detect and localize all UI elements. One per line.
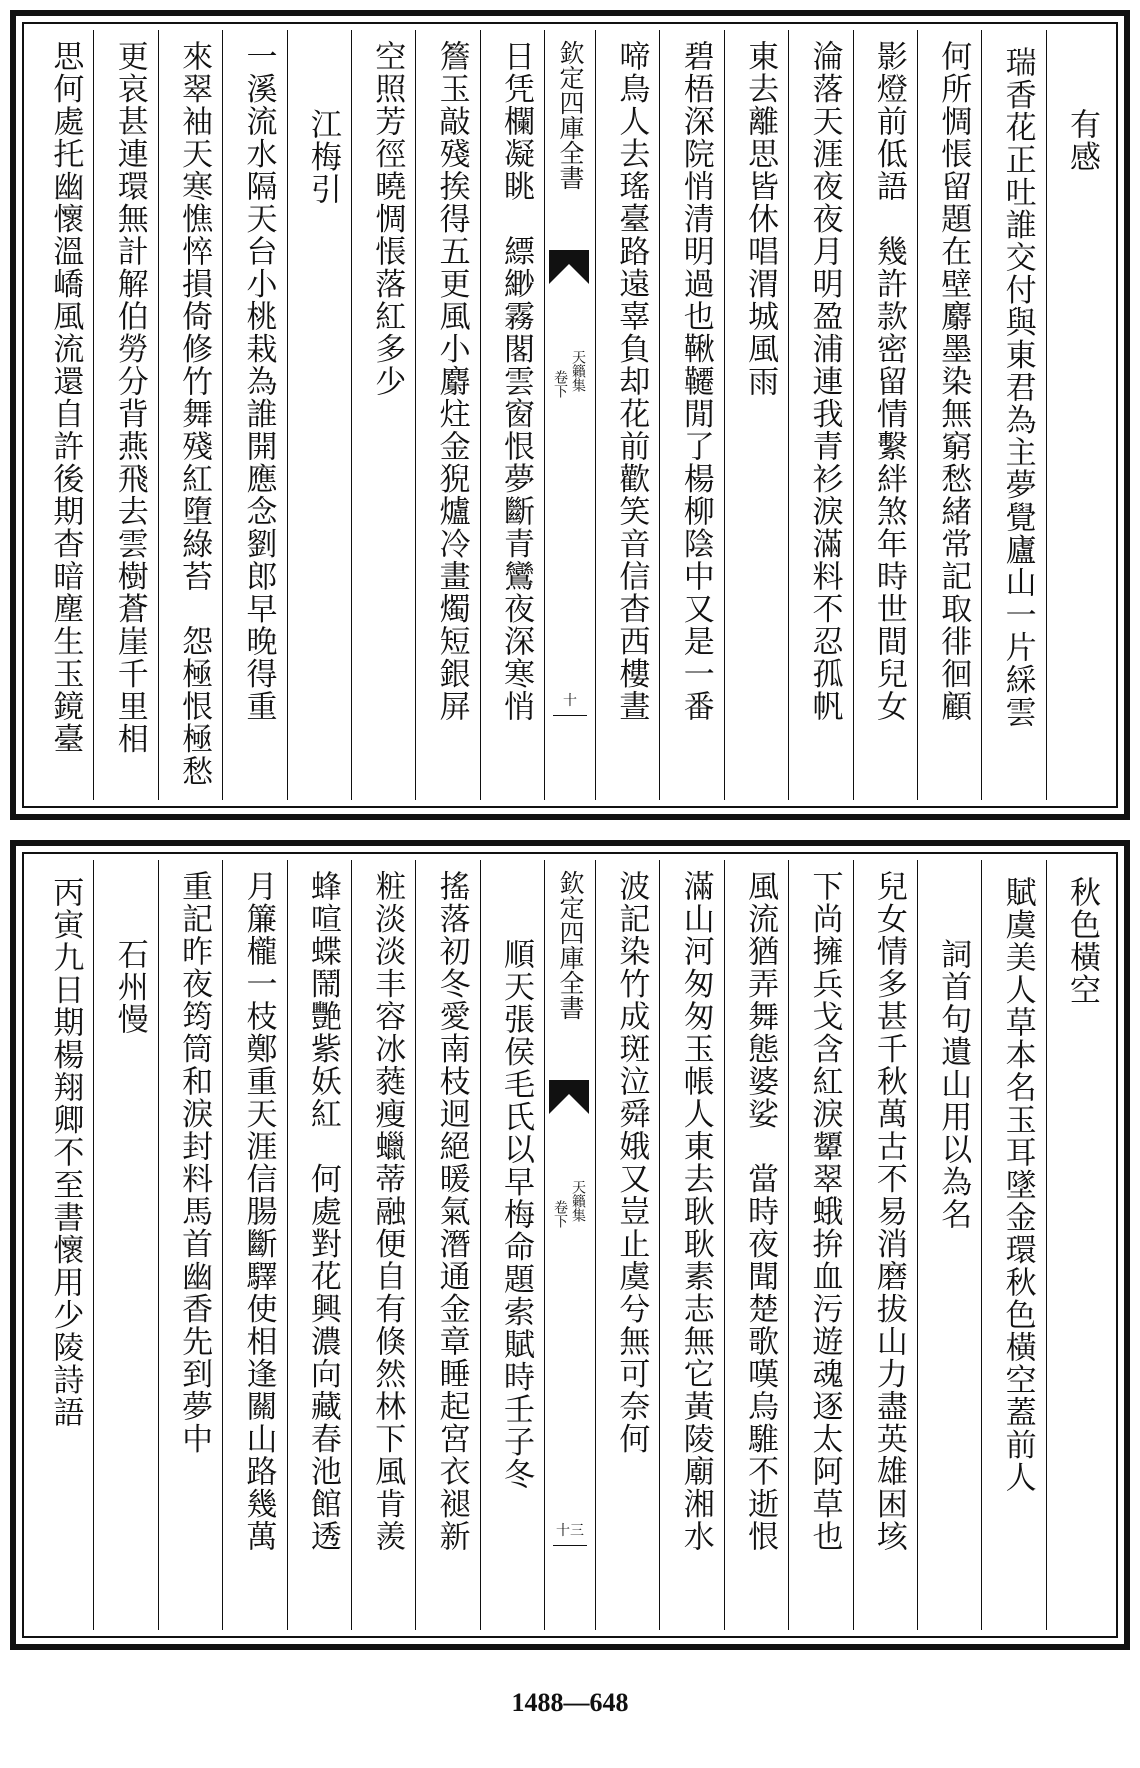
- book-title: 欽定四庫全書: [556, 40, 585, 190]
- column-text: 月簾櫳一枝鄭重天涯信腸斷驛使相逢關山路幾萬: [240, 870, 277, 1553]
- text-column: [415, 860, 479, 1630]
- page-bottom: [10, 840, 1130, 1650]
- text-column: [1046, 860, 1110, 1630]
- column-text: 啼鳥人去瑤臺路遠辜負却花前歡笑音信杳西樓晝: [613, 40, 650, 723]
- text-column: [917, 860, 981, 1630]
- leaf-number: 十三: [556, 1523, 584, 1539]
- column-text: 日凭欄凝眺 縹緲霧閣雲窗恨夢斷青鸞夜深寒悄: [498, 40, 534, 723]
- column-text: 空照芳徑曉惆悵落紅多少: [369, 40, 406, 398]
- text-column: [981, 30, 1045, 800]
- text-column: [480, 30, 544, 800]
- center-rule: [553, 1545, 587, 1546]
- column-text: 思何處托幽懷溫嶠風流還自許後期杳暗塵生玉鏡臺: [47, 40, 84, 755]
- text-column: [788, 860, 852, 1630]
- text-column: [1046, 30, 1110, 800]
- text-column: [595, 860, 659, 1630]
- columns-area: [30, 860, 1110, 1630]
- text-column: [917, 30, 981, 800]
- book-title: 欽定四庫全書: [556, 870, 585, 1020]
- collection-title: 天籟集: [570, 1180, 586, 1222]
- text-column: [415, 30, 479, 800]
- column-text: 簷玉敲殘挨得五更風小麝炷金猊爐冷畫燭短銀屏: [433, 40, 470, 723]
- column-text: 江梅引: [304, 108, 341, 206]
- volume-label: 卷下: [552, 1200, 568, 1228]
- page-footer-number: 1488—648: [511, 1688, 629, 1717]
- column-text: 更哀甚連環無計解伯勞分背燕飛去雲樹蒼崖千里相: [111, 40, 148, 755]
- page-top: [10, 10, 1130, 820]
- column-text: 碧梧深院悄清明過也鞦韆閒了楊柳陰中又是一番: [677, 40, 714, 723]
- column-text: 波記染竹成斑泣舜娥又豈止虞兮無可奈何: [613, 870, 650, 1455]
- text-column: [351, 30, 415, 800]
- text-column: [30, 30, 93, 800]
- column-text: 兒女情多甚千秋萬古不易消磨拔山力盡英雄困垓: [870, 870, 907, 1553]
- text-column: [659, 30, 723, 800]
- text-column: [93, 30, 157, 800]
- text-column: [30, 860, 93, 1630]
- column-text: 粧淡淡丰容冰蕤瘦蠟蒂融便自有倏然林下風肯羨: [369, 870, 406, 1553]
- text-column: [659, 860, 723, 1630]
- column-text: 蜂喧蝶鬧艷紫妖紅 何處對花興濃向藏春池館透: [304, 870, 341, 1553]
- text-column: [158, 30, 222, 800]
- collection-title: 天籟集: [570, 350, 586, 392]
- text-column: [853, 30, 917, 800]
- leaf-number: 十: [563, 693, 577, 709]
- text-column: [222, 860, 286, 1630]
- text-column: [287, 30, 351, 800]
- column-text: 下尚擁兵戈含紅淚顰翠蛾拚血污遊魂逐太阿草也: [806, 870, 843, 1553]
- column-text: 丙寅九日期楊翔卿不至書懷用少陵詩語: [47, 876, 84, 1429]
- volume-label: 卷下: [552, 370, 568, 398]
- column-text: 詞首句遺山用以為名: [935, 938, 972, 1231]
- text-column: [351, 860, 415, 1630]
- text-column: [981, 860, 1045, 1630]
- center-rule: [553, 715, 587, 716]
- column-text: 滿山河匆匆玉帳人東去耿耿素志無它黃陵廟湘水: [677, 870, 714, 1553]
- text-column: [287, 860, 351, 1630]
- column-text: 搖落初冬愛南枝迥絕暖氣潛通金章睡起宮衣褪新: [433, 870, 470, 1553]
- column-text: 石州慢: [111, 938, 148, 1036]
- fishtail-mark-icon: [549, 1080, 589, 1116]
- text-column: [788, 30, 852, 800]
- column-text: 淪落天涯夜夜月明盈浦連我青衫淚滿料不忍孤帆: [806, 40, 843, 723]
- text-column: [158, 860, 222, 1630]
- column-text: 秋色橫空: [1064, 876, 1100, 1006]
- text-column: [853, 860, 917, 1630]
- column-text: 影燈前低語 幾許款密留情繫絆煞年時世間兒女: [870, 40, 907, 723]
- column-text: 有感: [1064, 108, 1100, 173]
- text-column: [724, 860, 788, 1630]
- column-text: 重記昨夜筠筒和淚封料馬首幽香先到夢中: [176, 870, 213, 1455]
- text-column: [480, 860, 544, 1630]
- columns-area: [30, 30, 1110, 800]
- column-text: 一溪流水隔天台小桃栽為誰開應念劉郎早晚得重: [240, 40, 277, 723]
- column-text: 風流猶弄舞態婆娑 當時夜聞楚歌嘆烏騅不逝恨: [742, 870, 779, 1553]
- column-text: 賦虞美人草本名玉耳墜金環秋色橫空蓋前人: [999, 876, 1036, 1494]
- fishtail-mark-icon: [549, 250, 589, 286]
- text-column: [222, 30, 286, 800]
- column-text: 順天張侯毛氏以早梅命題索賦時壬子冬: [498, 938, 534, 1491]
- text-column: [93, 860, 157, 1630]
- text-column: [724, 30, 788, 800]
- column-text: 何所惆悵留題在壁麝墨染無窮愁緒常記取徘徊顧: [935, 40, 972, 723]
- center-fold: [544, 30, 595, 800]
- column-text: 來翠袖天寒憔悴損倚修竹舞殘紅墮綠苔 怨極恨極愁: [176, 40, 213, 788]
- center-fold: [544, 860, 595, 1630]
- text-column: [595, 30, 659, 800]
- column-text: 東去離思皆休唱渭城風雨: [742, 40, 779, 398]
- column-text: 瑞香花正吐誰交付與東君為主夢覺廬山一片綵雲: [999, 46, 1036, 729]
